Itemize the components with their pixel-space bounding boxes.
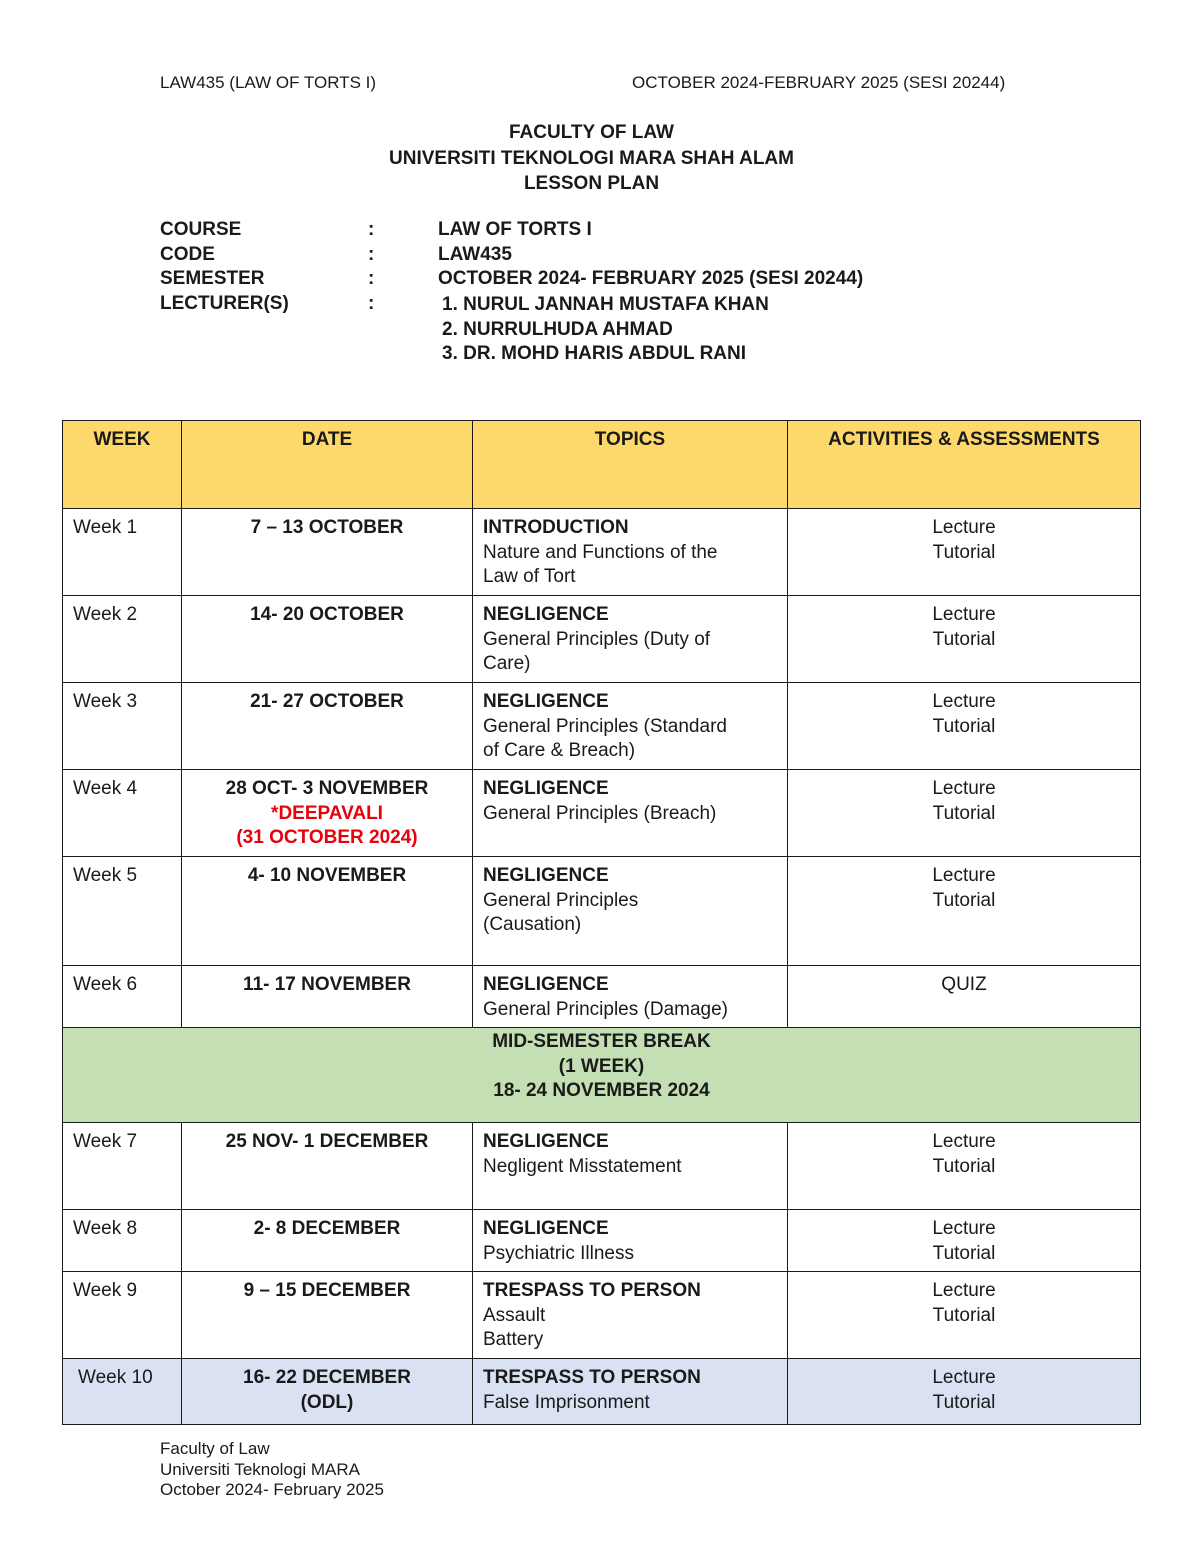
week-cell: Week 6 [63,966,182,1028]
break-title: MID-SEMESTER BREAK [492,1031,711,1052]
activity-cell [788,509,1141,596]
table-row [63,966,1141,1028]
activity-cell [788,683,1141,770]
topic-cell [473,509,788,596]
topic-title: NEGLIGENCE [483,1218,609,1239]
info-key: LECTURER(S) [160,292,289,314]
topic-title: INTRODUCTION [483,517,629,538]
date-text: 28 OCT- 3 NOVEMBER [225,778,429,799]
activity-item: Lecture [932,1218,996,1239]
table-row [63,1123,1141,1210]
university-title: UNIVERSITI TEKNOLOGI MARA SHAH ALAM [389,147,794,169]
break-dates: 18- 24 NOVEMBER 2024 [493,1080,710,1101]
topic-sub: False Imprisonment [483,1391,650,1413]
info-colon: : [368,243,375,265]
activity-item: Lecture [932,1131,996,1152]
date-text: 4- 10 NOVEMBER [247,865,407,886]
week-cell: Week 5 [63,857,182,966]
topic-cell [473,966,788,1028]
info-value: OCTOBER 2024- FEBRUARY 2025 (SESI 20244) [438,268,864,289]
odl-label: (ODL) [300,1391,354,1413]
page-footer [160,1439,384,1501]
date-cell [182,683,473,770]
holiday-note: *DEEPAVALI [271,802,383,824]
date-text: 9 – 15 DECEMBER [243,1280,411,1301]
activity-item: Lecture [932,865,996,886]
semester-header: OCTOBER 2024-FEBRUARY 2025 (SESI 20244) [632,73,1006,92]
course-header: LAW435 (LAW OF TORTS I) [160,73,377,92]
faculty-title: FACULTY OF LAW [508,122,674,143]
date-text: 25 NOV- 1 DECEMBER [225,1131,429,1152]
topic-title: TRESPASS TO PERSON [483,1367,701,1388]
lesson-plan-table [62,420,1141,1425]
date-text: 16- 22 DECEMBER [243,1367,411,1388]
footer-semester: October 2024- February 2025 [160,1480,384,1499]
week-cell: Week 1 [63,509,182,596]
activity-item: Tutorial [932,802,996,824]
topic-sub: Battery [483,1329,544,1350]
date-cell [182,1272,473,1359]
info-code [160,243,863,268]
table-row [63,596,1141,683]
header-week: WEEK [63,421,182,509]
activity-item: QUIZ [941,974,987,995]
activity-cell [788,1272,1141,1359]
date-cell [182,509,473,596]
date-cell [182,1210,473,1272]
table-row [63,770,1141,857]
activity-item: Lecture [932,517,996,538]
date-cell [182,1359,473,1425]
activity-item: Tutorial [932,1304,996,1326]
activity-item: Lecture [932,1367,996,1388]
topic-sub: Assault [483,1304,546,1326]
activity-item: Tutorial [932,628,996,650]
topic-sub: Psychiatric Illness [483,1242,634,1264]
topic-cell [473,857,788,966]
footer-university: Universiti Teknologi MARA [160,1459,360,1479]
topic-sub: Nature and Functions of the [483,541,718,563]
topic-cell [473,770,788,857]
topic-title: NEGLIGENCE [483,1131,609,1152]
topic-sub: (Causation) [483,914,582,935]
topic-sub: General Principles (Damage) [483,998,728,1020]
info-semester [160,267,863,292]
activity-item: Tutorial [932,889,996,911]
break-duration: (1 WEEK) [558,1055,645,1077]
activity-item: Tutorial [932,1391,996,1413]
topic-cell [473,1210,788,1272]
topic-sub: Negligent Misstatement [483,1155,682,1177]
info-key: SEMESTER [160,268,265,289]
topic-title: NEGLIGENCE [483,865,609,886]
date-cell [182,770,473,857]
header-activities: ACTIVITIES & ASSESSMENTS [788,421,1141,509]
table-header-row [63,421,1141,509]
date-text: 14- 20 OCTOBER [250,604,404,625]
topic-sub: General Principles (Standard [483,715,727,737]
date-cell [182,596,473,683]
topic-title: TRESPASS TO PERSON [483,1280,701,1301]
activity-item: Lecture [932,604,996,625]
week-cell: Week 10 [63,1359,182,1425]
week-cell: Week 3 [63,683,182,770]
lecturer-item: 1. NURUL JANNAH MUSTAFA KHAN [442,294,769,315]
activity-cell [788,1123,1141,1210]
info-colon: : [368,219,375,240]
info-key: COURSE [160,219,242,240]
footer-faculty: Faculty of Law [160,1439,270,1458]
header-date: DATE [182,421,473,509]
topic-sub: Law of Tort [483,566,576,587]
info-value: LAW435 [438,243,512,265]
topic-cell [473,1272,788,1359]
topic-cell [473,1359,788,1425]
activity-cell [788,1359,1141,1425]
topic-title: NEGLIGENCE [483,778,609,799]
table-row [63,857,1141,966]
date-text: 11- 17 NOVEMBER [243,974,411,995]
info-colon: : [368,292,375,314]
topic-title: NEGLIGENCE [483,691,609,712]
topic-title: NEGLIGENCE [483,974,609,995]
activity-cell [788,1210,1141,1272]
table-row-odl [63,1359,1141,1425]
table-row [63,1272,1141,1359]
topic-cell [473,596,788,683]
document-titles [0,120,1183,197]
week-cell: Week 2 [63,596,182,683]
activity-item: Lecture [932,1280,996,1301]
info-colon: : [368,268,375,289]
activity-item: Tutorial [932,541,996,563]
activity-item: Tutorial [932,715,996,737]
lesson-plan-title: LESSON PLAN [523,173,660,194]
date-text: 21- 27 OCTOBER [250,691,404,712]
holiday-date: (31 OCTOBER 2024) [236,827,418,848]
topic-sub: General Principles (Breach) [483,802,717,824]
date-text: 7 – 13 OCTOBER [250,517,404,538]
date-cell [182,857,473,966]
topic-title: NEGLIGENCE [483,604,609,625]
topic-sub: General Principles [483,889,639,911]
lecturer-item: 3. DR. MOHD HARIS ABDUL RANI [442,343,747,364]
activity-item: Tutorial [932,1155,996,1177]
table-row [63,683,1141,770]
break-cell [63,1028,1141,1123]
activity-cell [788,596,1141,683]
topic-sub: of Care & Breach) [483,740,636,761]
week-cell: Week 7 [63,1123,182,1210]
week-cell: Week 9 [63,1272,182,1359]
date-text: 2- 8 DECEMBER [253,1218,401,1239]
info-course [160,218,863,243]
activity-item: Lecture [932,778,996,799]
topic-sub: General Principles (Duty of [483,628,711,650]
info-key: CODE [160,243,215,265]
topic-sub: Care) [483,653,531,674]
activity-item: Tutorial [932,1242,996,1264]
activity-cell [788,966,1141,1028]
table-row [63,1210,1141,1272]
activity-cell [788,857,1141,966]
topic-cell [473,683,788,770]
activity-item: Lecture [932,691,996,712]
lecturer-item: 2. NURRULHUDA AHMAD [442,318,673,340]
topic-cell [473,1123,788,1210]
week-cell: Week 4 [63,770,182,857]
activity-cell [788,770,1141,857]
lecturer-list [442,293,769,367]
week-cell: Week 8 [63,1210,182,1272]
date-cell [182,966,473,1028]
info-value: LAW OF TORTS I [438,219,592,240]
table-row [63,509,1141,596]
date-cell [182,1123,473,1210]
header-topics: TOPICS [473,421,788,509]
mid-semester-break-row [63,1028,1141,1123]
